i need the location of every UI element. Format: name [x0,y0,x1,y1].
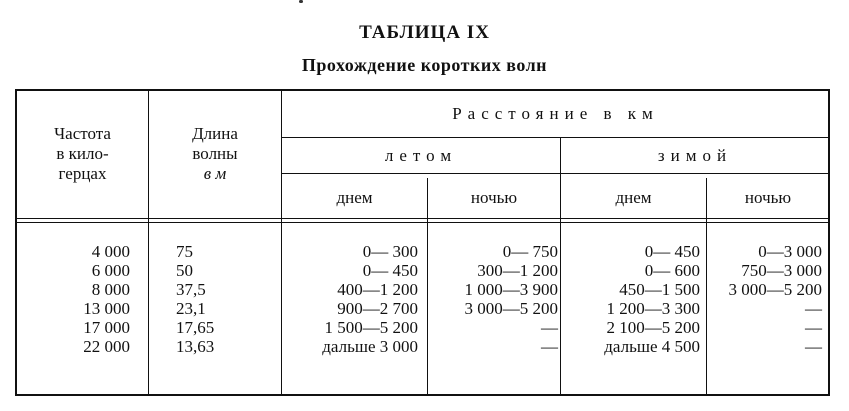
cell-summer-night: 3 000—5 200 [464,299,558,318]
header-summer-night: ночью [470,188,518,207]
cell-winter-day: 2 100—5 200 [606,318,700,337]
cell-winter-night: 750—3 000 [741,261,822,280]
cell-summer-day: 900—2 700 [337,299,418,318]
cell-summer-day: 400—1 200 [337,280,418,299]
cell-winter-day: 450—1 500 [619,280,700,299]
cell-frequency: 22 000 [83,337,130,356]
table-subtitle: Прохождение коротких волн [301,55,548,75]
cell-wavelength: 75 [176,242,193,261]
cell-summer-night: — [541,337,558,356]
header-frequency: Частота в кило- герцах [54,124,111,183]
cell-winter-day: дальше 4 500 [604,337,700,356]
cell-summer-day: дальше 3 000 [322,337,418,356]
cell-winter-day: 1 200—3 300 [606,299,700,318]
cell-summer-night: 300—1 200 [477,261,558,280]
cell-winter-night: 0—3 000 [758,242,822,261]
header-winter-night: ночью [744,188,792,207]
cell-winter-day: 0— 600 [644,261,700,280]
cell-wavelength: 17,65 [176,318,215,337]
header-winter: зимой [657,146,733,165]
cell-wavelength: 37,5 [176,280,206,299]
cell-winter-day: 0— 450 [644,242,700,261]
cell-summer-night: 1 000—3 900 [464,280,558,299]
stray-dot [299,0,303,3]
cell-winter-night: 3 000—5 200 [728,280,822,299]
cell-summer-night: 0— 750 [502,242,558,261]
col-rule-summer-winter [560,138,561,395]
header-double-rule-top [17,218,829,219]
cell-winter-night: — [805,318,822,337]
header-summer-day: днем [336,188,373,207]
cell-summer-night: — [541,318,558,337]
table-title: ТАБЛИЦА IX [359,22,490,43]
cell-wavelength: 23,1 [176,299,206,318]
cell-wavelength: 13,63 [176,337,215,356]
cell-winter-night: — [805,337,822,356]
cell-frequency: 4 000 [91,242,130,261]
cell-frequency: 8 000 [91,280,130,299]
season-rule [282,173,829,174]
cell-summer-day: 1 500—5 200 [324,318,418,337]
header-winter-day: днем [615,188,652,207]
header-wavelength: Длина волны в м [192,124,238,183]
cell-summer-day: 0— 300 [362,242,418,261]
header-double-rule-bottom [17,222,829,223]
distance-rule [282,137,829,138]
cell-winter-night: — [805,299,822,318]
header-summer: летом [384,146,458,165]
cell-summer-day: 0— 450 [362,261,418,280]
cell-wavelength: 50 [176,261,193,280]
cell-frequency: 13 000 [83,299,130,318]
cell-frequency: 6 000 [91,261,130,280]
cell-frequency: 17 000 [83,318,130,337]
header-distance: Расстояние в км [452,104,659,123]
